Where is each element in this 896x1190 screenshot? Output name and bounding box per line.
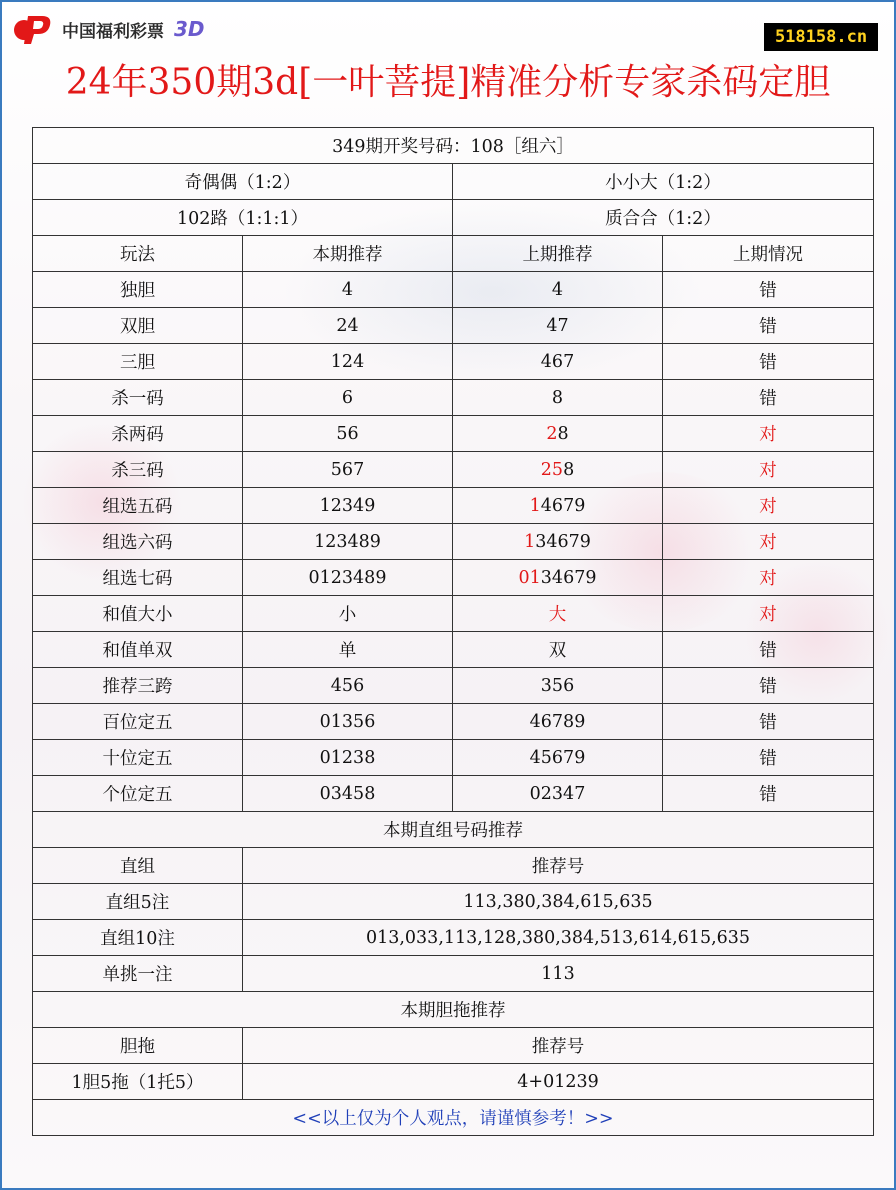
plays-header-row — [33, 236, 874, 272]
direct-row-value: 013,033,113,128,380,384,513,614,615,635 — [243, 920, 874, 956]
analysis-table-body — [33, 128, 874, 272]
direct-row — [33, 920, 874, 956]
odd-even-pattern: 奇偶偶（1:2） — [33, 164, 453, 200]
previous-pick-rest: 47 — [546, 315, 569, 336]
play-row — [33, 524, 874, 560]
previous-pick-rest: 8 — [563, 459, 575, 480]
play-name: 杀一码 — [33, 380, 243, 416]
previous-pick-hit: 1 — [524, 531, 536, 552]
previous-pick — [453, 632, 663, 668]
previous-pick — [453, 416, 663, 452]
current-pick: 0123489 — [243, 560, 453, 596]
previous-pick-hit: 25 — [540, 459, 564, 480]
previous-result: 对 — [663, 452, 874, 488]
previous-pick-rest: 34679 — [540, 567, 597, 588]
previous-result: 对 — [663, 416, 874, 452]
prime-pattern: 质合合（1:2） — [453, 200, 874, 236]
play-row — [33, 488, 874, 524]
footer-row — [33, 1100, 874, 1136]
play-name: 和值单双 — [33, 632, 243, 668]
play-row — [33, 308, 874, 344]
column-header-previous: 上期推荐 — [453, 236, 663, 272]
previous-pick — [453, 308, 663, 344]
direct-row — [33, 884, 874, 920]
road-pattern: 102路（1:1:1） — [33, 200, 453, 236]
play-name: 十位定五 — [33, 740, 243, 776]
previous-pick-rest: 8 — [557, 423, 569, 444]
plays-body — [33, 272, 874, 812]
previous-result: 对 — [663, 488, 874, 524]
current-pick: 单 — [243, 632, 453, 668]
play-row — [33, 560, 874, 596]
previous-pick-rest: 356 — [540, 675, 575, 696]
play-row — [33, 272, 874, 308]
direct-row — [33, 956, 874, 992]
previous-pick — [453, 560, 663, 596]
play-name: 组选五码 — [33, 488, 243, 524]
dantuo-section — [33, 992, 874, 1136]
play-name: 组选六码 — [33, 524, 243, 560]
disclaimer-note: <<以上仅为个人观点，请谨慎参考！>> — [33, 1100, 874, 1136]
play-name: 个位定五 — [33, 776, 243, 812]
play-row — [33, 416, 874, 452]
dantuo-row-name: 1胆5拖（1托5） — [33, 1064, 243, 1100]
previous-result: 错 — [663, 308, 874, 344]
size-pattern: 小小大（1:2） — [453, 164, 874, 200]
play-name: 双胆 — [33, 308, 243, 344]
previous-result: 错 — [663, 380, 874, 416]
section-title-row — [33, 812, 874, 848]
previous-result: 对 — [663, 596, 874, 632]
play-name: 百位定五 — [33, 704, 243, 740]
dantuo-header-name: 胆拖 — [33, 1028, 243, 1064]
current-pick: 01238 — [243, 740, 453, 776]
previous-pick-rest: 8 — [551, 387, 564, 408]
play-name: 独胆 — [33, 272, 243, 308]
play-row — [33, 596, 874, 632]
previous-result: 错 — [663, 632, 874, 668]
previous-pick-hit: 01 — [518, 567, 541, 588]
previous-pick-rest: 467 — [540, 351, 575, 372]
previous-pick — [453, 668, 663, 704]
play-row — [33, 740, 874, 776]
previous-pick — [453, 272, 663, 308]
current-pick: 56 — [243, 416, 453, 452]
previous-result: 对 — [663, 560, 874, 596]
analysis-table — [32, 127, 874, 1136]
logo-text: 中国福利彩票 — [62, 21, 164, 42]
previous-pick-hit: 1 — [529, 495, 541, 516]
logo-3d-text: 3D — [174, 17, 205, 41]
play-name: 杀三码 — [33, 452, 243, 488]
current-pick: 4 — [243, 272, 453, 308]
current-pick: 456 — [243, 668, 453, 704]
pattern-row — [33, 200, 874, 236]
direct-header-name: 直组 — [33, 848, 243, 884]
current-pick: 03458 — [243, 776, 453, 812]
previous-result: 错 — [663, 776, 874, 812]
dantuo-row-value: 4+01239 — [243, 1064, 874, 1100]
direct-row-name: 直组5注 — [33, 884, 243, 920]
previous-pick-hit: 2 — [546, 423, 558, 444]
draw-result: 349期开奖号码：108［组六］ — [33, 128, 874, 164]
previous-result: 错 — [663, 668, 874, 704]
previous-result: 对 — [663, 524, 874, 560]
direct-row-name: 单挑一注 — [33, 956, 243, 992]
previous-pick-rest: 4 — [551, 279, 564, 300]
current-pick: 01356 — [243, 704, 453, 740]
play-row — [33, 668, 874, 704]
lottery-logo-icon — [12, 12, 56, 46]
column-header-play: 玩法 — [33, 236, 243, 272]
dantuo-row — [33, 1064, 874, 1100]
play-name: 组选七码 — [33, 560, 243, 596]
previous-pick — [453, 776, 663, 812]
current-pick: 124 — [243, 344, 453, 380]
previous-pick — [453, 488, 663, 524]
previous-pick-rest: 双 — [548, 641, 567, 661]
direct-row-value: 113 — [243, 956, 874, 992]
play-row — [33, 632, 874, 668]
play-name: 推荐三跨 — [33, 668, 243, 704]
current-pick: 12349 — [243, 488, 453, 524]
current-pick: 小 — [243, 596, 453, 632]
play-row — [33, 704, 874, 740]
direct-section-title: 本期直组号码推荐 — [33, 812, 874, 848]
play-name: 三胆 — [33, 344, 243, 380]
draw-result-row — [33, 128, 874, 164]
previous-pick-rest: 02347 — [529, 783, 586, 804]
section-title-row — [33, 992, 874, 1028]
previous-result: 错 — [663, 344, 874, 380]
current-pick: 123489 — [243, 524, 453, 560]
dantuo-header-row — [33, 1028, 874, 1064]
dantuo-header-value: 推荐号 — [243, 1028, 874, 1064]
previous-pick-hit: 大 — [548, 605, 567, 625]
direct-row-name: 直组10注 — [33, 920, 243, 956]
current-pick: 567 — [243, 452, 453, 488]
previous-pick-rest: 45679 — [529, 747, 586, 768]
play-row — [33, 344, 874, 380]
previous-pick — [453, 596, 663, 632]
direct-header-value: 推荐号 — [243, 848, 874, 884]
page-title: 24年350期3d[一叶菩提]精准分析专家杀码定胆 — [65, 62, 831, 103]
column-header-result: 上期情况 — [663, 236, 874, 272]
play-name: 和值大小 — [33, 596, 243, 632]
previous-pick — [453, 452, 663, 488]
previous-pick-rest: 34679 — [535, 531, 591, 552]
direct-header-row — [33, 848, 874, 884]
previous-pick — [453, 524, 663, 560]
previous-pick — [453, 344, 663, 380]
current-pick: 24 — [243, 308, 453, 344]
previous-result: 错 — [663, 704, 874, 740]
column-header-current: 本期推荐 — [243, 236, 453, 272]
site-badge[interactable]: 518158.cn — [764, 23, 878, 51]
dantuo-section-title: 本期胆拖推荐 — [33, 992, 874, 1028]
previous-pick — [453, 380, 663, 416]
play-row — [33, 452, 874, 488]
previous-result: 错 — [663, 740, 874, 776]
previous-pick-rest: 4679 — [540, 495, 586, 516]
play-name: 杀两码 — [33, 416, 243, 452]
lottery-logo — [12, 10, 205, 48]
previous-pick — [453, 740, 663, 776]
play-row — [33, 776, 874, 812]
direct-section — [33, 812, 874, 992]
play-row — [33, 380, 874, 416]
previous-result: 错 — [663, 272, 874, 308]
previous-pick — [453, 704, 663, 740]
pattern-row — [33, 164, 874, 200]
current-pick: 6 — [243, 380, 453, 416]
previous-pick-rest: 46789 — [529, 711, 586, 732]
direct-row-value: 113,380,384,615,635 — [243, 884, 874, 920]
